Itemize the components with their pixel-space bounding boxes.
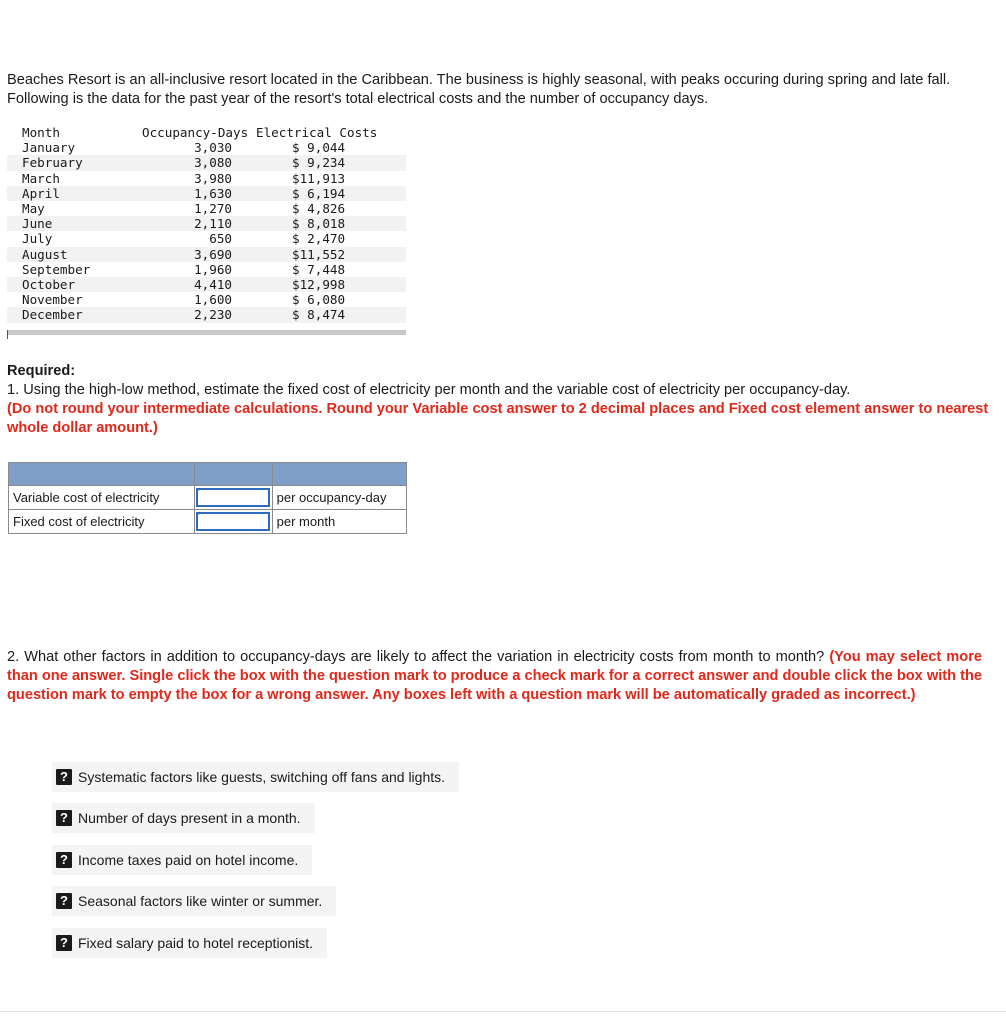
table-row [7, 307, 406, 322]
table-row [7, 171, 406, 186]
row-occupancy-days: 3,690 [194, 246, 232, 262]
row-electrical-cost: $ 8,474 [292, 307, 346, 323]
header-occupancy-days: Occupancy-Days [142, 125, 249, 140]
option-seasonal-factors[interactable] [52, 886, 336, 916]
option-label: Number of days present in a month. [78, 810, 301, 826]
row-electrical-cost: $ 9,234 [292, 155, 346, 171]
occupancy-cost-table [7, 125, 406, 323]
table-row [7, 201, 406, 216]
answer-header-cell [272, 463, 406, 486]
question-mark-checkbox[interactable]: ? [56, 852, 72, 868]
row-month: February [22, 155, 83, 171]
row-occupancy-days: 650 [209, 231, 232, 247]
option-label: Income taxes paid on hotel income. [78, 852, 299, 868]
row-month: January [22, 140, 76, 156]
answer-table-header [9, 463, 407, 486]
table-row [7, 186, 406, 201]
required-section [7, 362, 992, 438]
answer-header-cell [194, 463, 272, 486]
row-month: April [22, 185, 60, 201]
row-electrical-cost: $ 8,018 [292, 216, 346, 232]
question-mark-checkbox[interactable]: ? [56, 769, 72, 785]
row-month: September [22, 261, 91, 277]
fixed-cost-cell [194, 510, 272, 534]
row-month: August [22, 246, 68, 262]
table-row [7, 140, 406, 155]
table-row [7, 155, 406, 170]
row-electrical-cost: $11,913 [292, 170, 346, 186]
row-occupancy-days: 1,270 [194, 201, 232, 217]
row-occupancy-days: 3,980 [194, 170, 232, 186]
row-electrical-cost: $ 2,470 [292, 231, 346, 247]
option-label: Seasonal factors like winter or summer. [78, 893, 323, 909]
table-row [7, 231, 406, 246]
row-occupancy-days: 4,410 [194, 277, 232, 293]
question-mark-checkbox[interactable]: ? [56, 935, 72, 951]
row-electrical-cost: $ 9,044 [292, 140, 346, 156]
table-row [7, 277, 406, 292]
table-row [7, 262, 406, 277]
row-electrical-cost: $11,552 [292, 246, 346, 262]
row-month: May [22, 201, 45, 217]
row-month: March [22, 170, 60, 186]
option-systematic-factors[interactable] [52, 762, 459, 792]
option-days-in-month[interactable] [52, 803, 315, 833]
fixed-cost-input[interactable] [196, 512, 270, 531]
table-bottom-tick [7, 330, 8, 339]
option-income-taxes[interactable] [52, 845, 312, 875]
row-electrical-cost: $ 4,826 [292, 201, 346, 217]
question-1 [7, 381, 992, 438]
footer-divider [0, 1011, 1006, 1012]
row-occupancy-days: 3,080 [194, 155, 232, 171]
question-2 [7, 648, 982, 705]
row-month: November [22, 292, 83, 308]
variable-cost-input[interactable] [196, 488, 270, 507]
question-1-instruction: (Do not round your intermediate calculations. Round your Variable cost answer to 2 decimal places and Fixed cost element answer to nearest whole dollar amount.) [7, 401, 989, 436]
row-month: December [22, 307, 83, 323]
answer-table [8, 462, 407, 534]
fixed-cost-label: Fixed cost of electricity [9, 510, 195, 534]
row-electrical-cost: $ 7,448 [292, 261, 346, 277]
option-label: Fixed salary paid to hotel receptionist. [78, 935, 314, 951]
question-2-text: 2. What other factors in addition to occupancy-days are likely to affect the variation in electricity costs from month to month? [7, 649, 825, 665]
variable-cost-label: Variable cost of electricity [9, 486, 195, 510]
table-row [7, 247, 406, 262]
row-occupancy-days: 2,110 [194, 216, 232, 232]
row-electrical-cost: $12,998 [292, 277, 346, 293]
row-occupancy-days: 1,630 [194, 185, 232, 201]
table-row [7, 292, 406, 307]
data-table-header-row [7, 125, 406, 140]
variable-cost-unit: per occupancy-day [272, 486, 406, 510]
option-fixed-salary[interactable] [52, 928, 327, 958]
header-month: Month [22, 125, 60, 140]
row-occupancy-days: 1,960 [194, 261, 232, 277]
question-mark-checkbox[interactable]: ? [56, 893, 72, 909]
required-title: Required: [7, 363, 76, 379]
row-month: June [22, 216, 53, 232]
row-occupancy-days: 3,030 [194, 140, 232, 156]
option-label: Systematic factors like guests, switching off fans and lights. [78, 769, 446, 785]
row-electrical-cost: $ 6,080 [292, 292, 346, 308]
question-2-instruction: (You may select more than one answer. Single click the box with the question mark to produce a check mark for a correct answer and double click the box with the question mark to empty the box for a wrong answer. Any boxes left with a question mark will be automatically graded as incorrect.) [7, 649, 982, 703]
variable-cost-cell [194, 486, 272, 510]
answer-row-fixed-cost [9, 510, 407, 534]
question-mark-checkbox[interactable]: ? [56, 810, 72, 826]
row-month: July [22, 231, 53, 247]
row-occupancy-days: 2,230 [194, 307, 232, 323]
problem-intro: Beaches Resort is an all-inclusive resort located in the Caribbean. The business is highly seasonal, with peaks occuring during spring and late fall. Following is the data for the past year of the resort's total electrical costs and the number of occupancy days. [7, 72, 951, 107]
fixed-cost-unit: per month [272, 510, 406, 534]
data-table-container [7, 125, 406, 339]
table-bottom-rule [7, 330, 406, 335]
row-electrical-cost: $ 6,194 [292, 185, 346, 201]
header-electrical-costs: Electrical Costs [256, 125, 378, 140]
row-occupancy-days: 1,600 [194, 292, 232, 308]
question-1-text: 1. Using the high-low method, estimate the fixed cost of electricity per month and the variable cost of electricity per occupancy-day. [7, 382, 851, 398]
table-row [7, 216, 406, 231]
row-month: October [22, 277, 76, 293]
answer-header-cell [9, 463, 195, 486]
answer-row-variable-cost [9, 486, 407, 510]
